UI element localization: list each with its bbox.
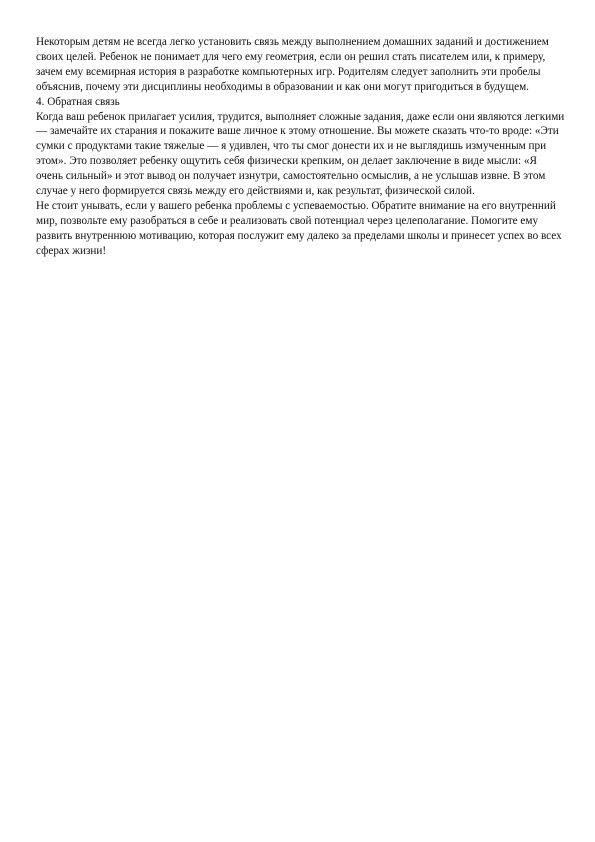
paragraph-goals: Некоторым детям не всегда легко установить связь между выполнением домашних заданий и достижением своих целей. Ребенок не понимает для чего ему геометрия, если он решил стать писателем или, к примеру, зачем ему всемирная история в разработке компьютерных игр. Родителям следует заполнить эти пробелы объяснив, почему эти дисциплины необходимы в образовании и как они могут пригодиться в будущем. (36, 36, 549, 93)
document-body (36, 35, 566, 259)
section-heading-feedback: 4. Обратная связь (36, 95, 120, 108)
paragraph-feedback: Когда ваш ребенок прилагает усилия, трудится, выполняет сложные задания, даже если они являются легкими — замечайте их старания и покажите ваше личное к этому отношение. Вы можете сказать что-то вроде: «Эти сумки с продуктами такие тяжелые — я удивлен, что ты смог донести их и не выглядишь измученным при этом». Это позволяет ребенку ощутить себя физически крепким, он делает заключение в виде мысли: «Я очень сильный» и этот вывод он получает изнутри, самостоятельно осмыслив, а не услышав извне. В этом случае у него формируется связь между его действиями и, как результат, физической силой. (36, 110, 565, 198)
paragraph-conclusion: Не стоит унывать, если у вашего ребенка проблемы с успеваемостью. Обратите внимание на его внутренний мир, позвольте ему разобраться в себе и реализовать свой потенциал через целеполагание. Помогите ему развить внутреннюю мотивацию, которая послужит ему далеко за пределами школы и принесет успех во всех сферах жизни! (36, 199, 562, 257)
